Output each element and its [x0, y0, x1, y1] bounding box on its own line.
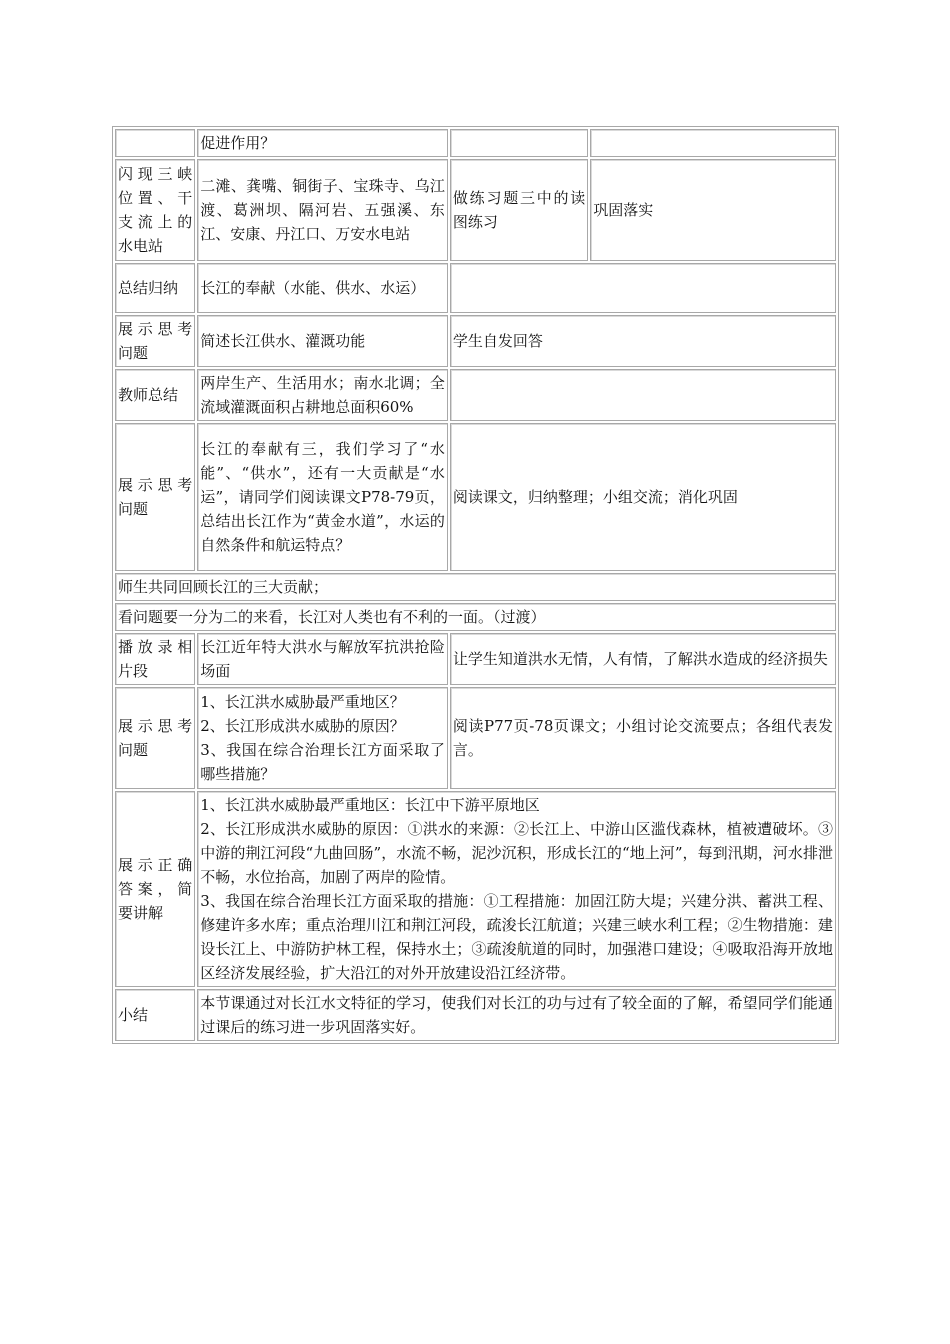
cell-activity [115, 129, 195, 157]
cell-activity: 总结归纳 [115, 263, 195, 313]
question-line: 3、我国在综合治理长江方面采取了哪些措施？ [200, 741, 445, 783]
cell-purpose: 巩固落实 [590, 159, 836, 261]
table-row [115, 791, 836, 987]
cell-student: 学生自发回答 [450, 315, 836, 367]
cell-student: 做练习题三中的读图练习 [450, 159, 588, 261]
cell-summary: 本节课通过对长江水文特征的学习，使我们对长江的功与过有了较全面的了解，希望同学们能通过课后的练习进一步巩固落实好。 [197, 989, 836, 1041]
cell-student [450, 129, 588, 157]
cell-content: 长江的奉献（水能、供水、水运） [197, 263, 448, 313]
cell-activity: 教师总结 [115, 369, 195, 421]
table-row [115, 687, 836, 789]
cell-activity: 展示思考问题 [115, 687, 195, 789]
cell-student: 让学生知道洪水无情，人有情，了解洪水造成的经济损失 [450, 633, 836, 685]
table-row [115, 369, 836, 421]
answer-line: 2、长江形成洪水威胁的原因：①洪水的来源：②长江上、中游山区滥伐森林，植被遭破坏。③中游的荆江河段“九曲回肠”，水流不畅，泥沙沉积，形成长江的“地上河”，每到汛期，河水排泄不畅，水位抬高，加剧了两岸的险情。 [200, 820, 833, 886]
table-row [115, 159, 836, 261]
question-line: 1、长江洪水威胁最严重地区？ [200, 693, 405, 711]
cell-activity: 展示思考问题 [115, 315, 195, 367]
table-row [115, 989, 836, 1041]
cell-activity: 展示正确答案，简要讲解 [115, 791, 195, 987]
cell-content [197, 687, 448, 789]
cell-activity: 闪现三峡位置、干支流上的水电站 [115, 159, 195, 261]
cell-activity: 展示思考问题 [115, 423, 195, 571]
cell-answer [197, 791, 836, 987]
cell-content: 促进作用？ [197, 129, 448, 157]
table-row [115, 129, 836, 157]
lesson-plan-table [112, 126, 839, 1044]
cell-student: 阅读课文，归纳整理；小组交流；消化巩固 [450, 423, 836, 571]
cell-full-width: 看问题要一分为二的来看，长江对人类也有不利的一面。（过渡） [115, 603, 836, 631]
cell-activity: 小结 [115, 989, 195, 1041]
cell-student: 阅读P77页-78页课文；小组讨论交流要点；各组代表发言。 [450, 687, 836, 789]
answer-line: 3、我国在综合治理长江方面采取的措施：①工程措施：加固江防大堤；兴建分洪、蓄洪工程、修建许多水库；重点治理川江和荆江河段，疏浚长江航道；兴建三峡水利工程；②生物措施：建设长江上、中游防护林工程，保持水土；③疏浚航道的同时，加强港口建设；④吸取沿海开放地区经济发展经验，扩大沿江的对外开放建设沿江经济带。 [200, 892, 833, 982]
table-row [115, 603, 836, 631]
cell-content: 二滩、龚嘴、铜街子、宝珠寺、乌江渡、葛洲坝、隔河岩、五强溪、东江、安康、丹江口、万安水电站 [197, 159, 448, 261]
table-row [115, 423, 836, 571]
table-row [115, 633, 836, 685]
table-row [115, 263, 836, 313]
cell-full-width: 师生共同回顾长江的三大贡献； [115, 573, 836, 601]
cell-student [450, 369, 836, 421]
cell-content: 两岸生产、生活用水；南水北调；全流域灌溉面积占耕地总面积60% [197, 369, 448, 421]
cell-content: 长江的奉献有三，我们学习了“水能”、“供水”，还有一大贡献是“水运”，请同学们阅读课文P78-79页，总结出长江作为“黄金水道”，水运的自然条件和航运特点？ [197, 423, 448, 571]
table-row [115, 315, 836, 367]
cell-purpose [590, 129, 836, 157]
cell-content: 长江近年特大洪水与解放军抗洪抢险场面 [197, 633, 448, 685]
question-line: 2、长江形成洪水威胁的原因？ [200, 717, 405, 735]
answer-line: 1、长江洪水威胁最严重地区：长江中下游平原地区 [200, 796, 540, 814]
cell-student [450, 263, 836, 313]
cell-activity: 播放录相片段 [115, 633, 195, 685]
cell-content: 简述长江供水、灌溉功能 [197, 315, 448, 367]
table-row [115, 573, 836, 601]
